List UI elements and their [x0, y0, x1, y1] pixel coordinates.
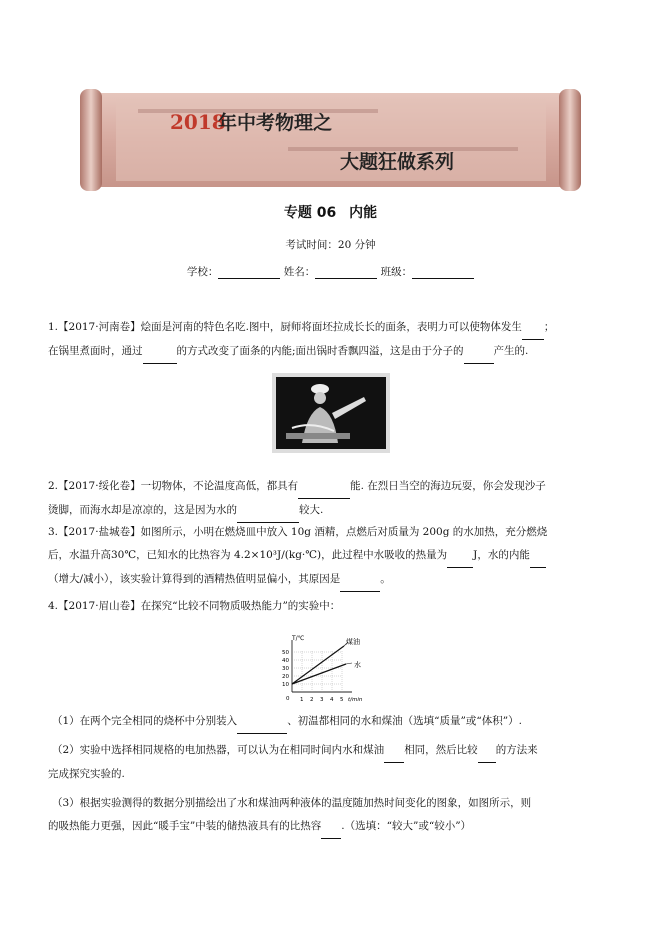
question-4-sub-1: （1）在两个完全相同的烧杯中分别装入 、初温都相同的水和煤油（选填“质量”或“体积”）. — [48, 710, 618, 734]
q1-blank-1[interactable] — [522, 316, 544, 340]
name-blank[interactable] — [315, 266, 377, 279]
x-tick-4: 4 — [330, 697, 334, 703]
graph-x-label: t/min — [348, 697, 363, 703]
exam-time: 考试时间：20 分钟 — [285, 239, 376, 251]
chef-photo — [272, 373, 390, 453]
origin-label: 0 — [286, 696, 290, 702]
scroll-banner — [78, 85, 583, 193]
question-4-sub-3: （3）根据实验测得的数据分别描绘出了水和煤油两种液体的温度随加热时间变化的图象，如图所示，则 的吸热能力更强，因此“暖手宝”中装的储热液具有的比热容 .（选填：“较大”或“较小”） — [48, 792, 618, 839]
y-tick-10: 10 — [282, 682, 289, 688]
q4-blank-1[interactable] — [237, 710, 287, 734]
y-tick-30: 30 — [282, 666, 289, 672]
y-tick-20: 20 — [282, 674, 289, 680]
q2-blank-2[interactable] — [237, 499, 299, 523]
y-tick-50: 50 — [282, 650, 289, 656]
question-4-sub-2: （2）实验中选择相同规格的电加热器，可以认为在相同时间内水和煤油 相同，然后比较 的方法来 完成探究实验的. — [48, 739, 618, 786]
x-tick-1: 1 — [300, 697, 304, 703]
question-4-intro: 4.【2017·眉山卷】在探究“比较不同物质吸热能力”的实验中： — [48, 600, 341, 612]
question-2: 2.【2017·绥化卷】一切物体，不论温度高低，都具有 能. 在烈日当空的海边玩耍，你会发现沙子 烫脚，而海水却是凉凉的，这是因为水的 较大. — [48, 475, 618, 523]
kerosene-line — [292, 646, 344, 684]
y-tick-40: 40 — [282, 658, 289, 664]
graph-y-label: T/℃ — [292, 635, 305, 642]
q1-blank-3[interactable] — [464, 340, 494, 364]
page-title: 专题 06 内能 — [283, 205, 378, 221]
q3-blank-1[interactable] — [447, 544, 473, 568]
q4-blank-2[interactable] — [384, 739, 404, 763]
q3-blank-2[interactable] — [530, 544, 546, 568]
banner-line1: 年中考物理之 — [218, 112, 333, 134]
x-tick-5: 5 — [340, 697, 344, 703]
q2-blank-1[interactable] — [298, 475, 350, 499]
class-blank[interactable] — [412, 266, 474, 279]
water-line — [292, 664, 346, 684]
question-3: 3.【2017·盐城卷】如图所示，小明在燃烧皿中放入 10g 酒精，点燃后对质量为 200g 的水加热，充分燃烧 后，水温升高30℃，已知水的比热容为 4.2×10³J/(kg·℃)，此过程中水吸收的热量为 J，水的内能 （增大/减小），该实验计算得到的酒精热值明显偏小，其原因是 。 — [48, 521, 618, 592]
q1-blank-2[interactable] — [143, 340, 177, 364]
x-tick-3: 3 — [320, 697, 324, 703]
temperature-graph — [268, 630, 384, 706]
q3-blank-3[interactable] — [340, 568, 380, 592]
school-blank[interactable] — [218, 266, 280, 279]
banner-line2: 大题狂做系列 — [340, 151, 455, 173]
q4-blank-3[interactable] — [478, 739, 496, 763]
student-info: 学校： 姓名： 班级： — [0, 264, 661, 279]
q4-blank-4[interactable] — [321, 815, 341, 839]
graph-legend-water: 水 — [354, 661, 361, 669]
graph-legend-kerosene: 煤油 — [346, 638, 360, 646]
question-1: 1.【2017·河南卷】烩面是河南的特色名吃.图中，厨师将面坯拉成长长的面条，表明力可以使物体发生 ； 在锅里煮面时，通过 的方式改变了面条的内能;面出锅时香飘四溢，这是由于分子的 产生的. — [48, 316, 618, 364]
x-tick-2: 2 — [310, 697, 314, 703]
banner-year: 2018 — [170, 110, 226, 134]
